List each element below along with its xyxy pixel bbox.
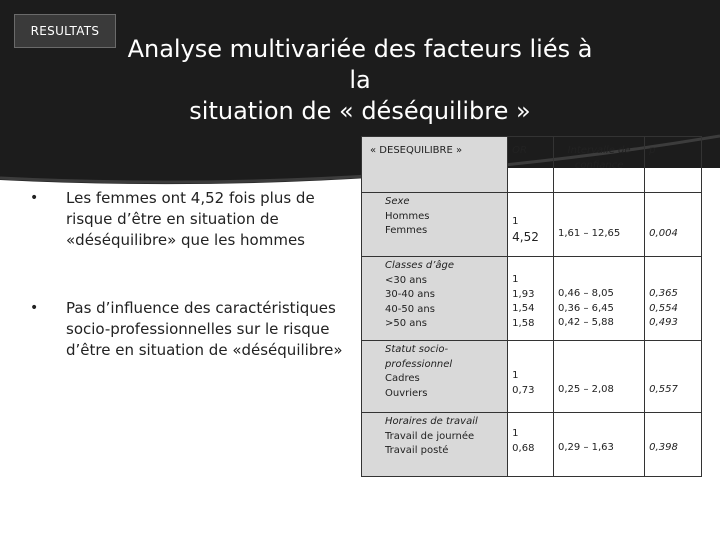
table-header-row [362, 137, 702, 193]
slide-title [120, 34, 600, 127]
header-p: p [645, 137, 702, 193]
title-line-2: situation de « déséquilibre » [189, 97, 531, 125]
table-row [362, 413, 702, 477]
group-horaires: Horaires de travail Travail de journée Travail posté [362, 413, 508, 477]
table-row [362, 193, 702, 257]
or-cell: 1 0,73 [508, 341, 554, 413]
header-label: « DESEQUILIBRE » [362, 137, 508, 193]
ci-cell: 0,46 – 8,05 0,36 – 6,45 0,42 – 5,88 [554, 257, 645, 341]
title-line-1: Analyse multivariée des facteurs liés à la [127, 35, 593, 94]
ci-cell: 0,29 – 1,63 [554, 413, 645, 477]
p-cell: 0,365 0,554 0,493 [645, 257, 702, 341]
or-cell: 1 1,93 1,54 1,58 [508, 257, 554, 341]
group-age: Classes d’âge <30 ans 30-40 ans 40-50 ans >50 ans [362, 257, 508, 341]
ci-cell: 0,25 – 2,08 [554, 341, 645, 413]
p-cell: 0,398 [645, 413, 702, 477]
group-sexe: Sexe Hommes Femmes [362, 193, 508, 257]
group-statut: Statut socio-professionnel Cadres Ouvriers [362, 341, 508, 413]
table-row [362, 341, 702, 413]
or-cell: 1 0,68 [508, 413, 554, 477]
bullet-list [30, 188, 350, 361]
results-table [361, 136, 702, 477]
bullet-dot-icon: • [30, 190, 39, 206]
table-row [362, 257, 702, 341]
p-cell: 0,557 [645, 341, 702, 413]
header-ci: Intervalle de confiance [554, 137, 645, 193]
header-or: OR [508, 137, 554, 193]
bullet-text: Les femmes ont 4,52 fois plus de risque d’être en situation de «déséquilibre» que les hommes [66, 189, 315, 249]
bullet-item [30, 298, 350, 361]
section-tag: RESULTATS [14, 14, 116, 48]
bullet-item [30, 188, 350, 251]
ci-cell: 1,61 – 12,65 [554, 193, 645, 257]
p-cell: 0,004 [645, 193, 702, 257]
bullet-dot-icon: • [30, 300, 39, 316]
bullet-text: Pas d’influence des caractéristiques socio-professionnelles sur le risque d’être en situation de «déséquilibre» [66, 299, 343, 359]
or-cell: 1 4,52 [508, 193, 554, 257]
